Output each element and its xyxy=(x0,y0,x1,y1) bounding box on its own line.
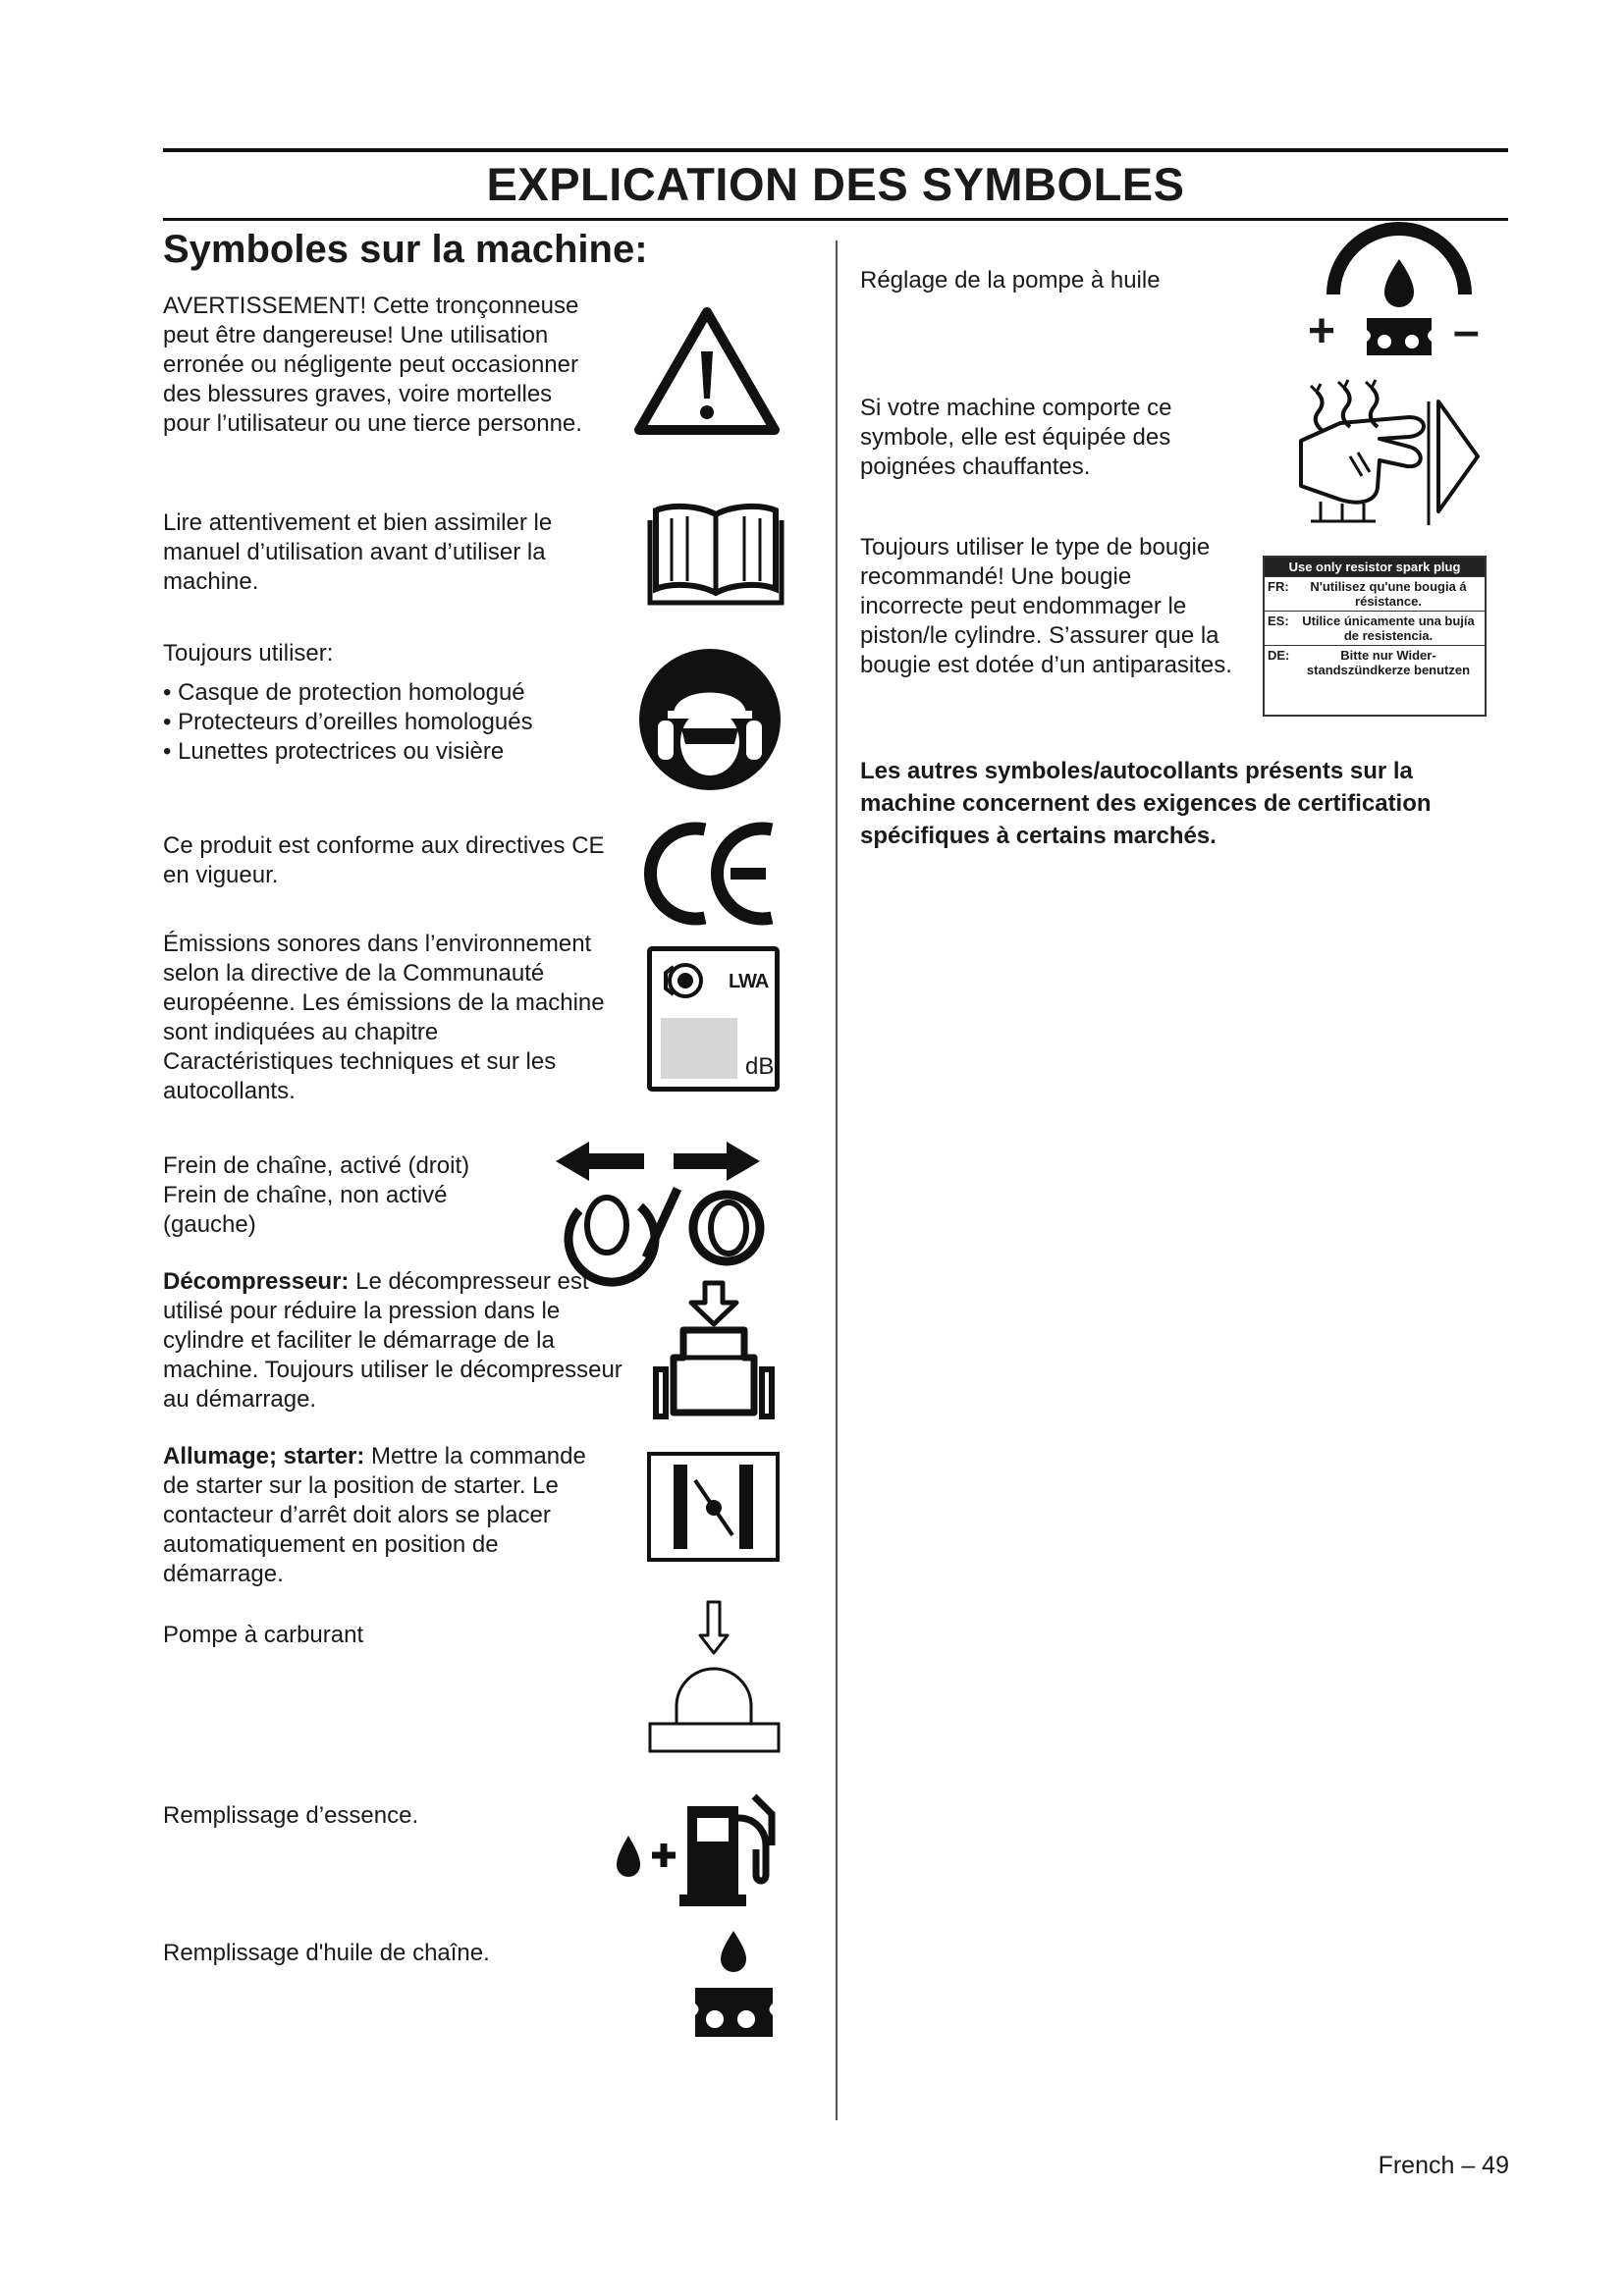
db-label: dB xyxy=(745,1053,775,1080)
ppe-intro: Toujours utiliser: xyxy=(163,640,334,667)
heated-handles-text: Si votre machine comporte ce symbole, elle est équipée des poignées chauffantes. xyxy=(860,395,1172,480)
language-message: Bitte nur Wider- standszündkerze benutzen xyxy=(1306,648,1471,677)
refuel-text: Remplissage d’essence. xyxy=(163,1802,419,1829)
oil-pump-text: Réglage de la pompe à huile xyxy=(860,267,1161,294)
language-message: N'utilisez qu'une bougia á résistance. xyxy=(1310,579,1467,609)
refuel-petrol-icon xyxy=(609,1785,790,1912)
decompressor-text: Décompresseur: Le décompresseur est utilisé pour réduire la pression dans le cylindre et faciliter le démarrage de la machine. Toujours utiliser le décompresseur au démarrage. xyxy=(163,1268,623,1413)
spark-plug-label-row xyxy=(1265,611,1485,645)
fuel-pump-primer-icon xyxy=(647,1600,782,1767)
spark-plug-label-header: Use only resistor spark plug xyxy=(1265,558,1485,576)
chain-brake-active: Frein de chaîne, activé (droit) xyxy=(163,1152,470,1179)
fuel-pump-text: Pompe à carburant xyxy=(163,1622,364,1648)
chain-brake-inactive: Frein de chaîne, non activé (gauche) xyxy=(163,1182,448,1238)
ppe-item: • Lunettes protectrices ou visière xyxy=(163,738,505,765)
chain-brake-icon xyxy=(550,1134,785,1266)
heated-handles-icon xyxy=(1281,378,1483,530)
ppe-block xyxy=(163,639,624,767)
manual-book-icon xyxy=(648,501,784,607)
spark-plug-text: Toujours utiliser le type de bougie recommandé! Une bougie incorrecte peut endommager le piston/le cylindre. S’assurer que la bougie est dotée d’un antiparasites. xyxy=(860,534,1232,678)
noise-emission-label xyxy=(647,946,780,1092)
page-number: French – 49 xyxy=(1378,2152,1509,2179)
ignition-label: Allumage; starter: xyxy=(163,1443,365,1469)
title-rule-bottom xyxy=(163,218,1508,221)
section-title: Symboles sur la machine: xyxy=(163,228,648,271)
warning-triangle-icon xyxy=(633,304,781,437)
spark-plug-label xyxy=(1263,556,1487,717)
chain-oil-icon xyxy=(687,1929,781,2042)
spark-plug-label-row xyxy=(1265,645,1485,679)
title-rule-top xyxy=(163,148,1508,152)
oil-pump-adjust-icon xyxy=(1306,253,1492,361)
ce-mark-icon xyxy=(644,820,782,928)
certification-note: Les autres symboles/autocollants présents sur la machine concernent des exigences de certification spécifiques à certains marchés. xyxy=(860,758,1432,849)
protective-equipment-icon xyxy=(636,646,784,793)
column-divider xyxy=(836,240,838,2120)
oil-plus-label: + xyxy=(1308,305,1336,357)
ppe-item: • Protecteurs d’oreilles homologués xyxy=(163,709,533,735)
noise-text: Émissions sonores dans l’environnement selon la directive de la Communauté européenne. Les émissions de la machine sont indiquées au chapitre Caractéristiques techniques et sur les autocollants. xyxy=(163,931,605,1104)
ignition-text: Allumage; starter: Mettre la commande de starter sur la position de starter. Le contacteur d’arrêt doit alors se placer automatiquement en position de démarrage. xyxy=(163,1443,586,1587)
language-code: FR: xyxy=(1268,579,1289,594)
lwa-label: LWA xyxy=(729,971,769,992)
decompressor-icon xyxy=(648,1279,781,1426)
manual-text: Lire attentivement et bien assimiler le manuel d’utilisation avant d’utiliser la machine. xyxy=(163,509,553,595)
page-title: EXPLICATION DES SYMBOLES xyxy=(486,158,1185,210)
language-code: ES: xyxy=(1268,614,1289,628)
ppe-item: • Casque de protection homologué xyxy=(163,679,525,706)
starter-choke-icon xyxy=(646,1451,781,1563)
chain-oil-text: Remplissage d'huile de chaîne. xyxy=(163,1940,490,1966)
warning-text: AVERTISSEMENT! Cette tronçonneuse peut être dangereuse! Une utilisation erronée ou négligente peut occasionner des blessures graves, voire mortelles pour l’utilisateur ou une tierce personne. xyxy=(163,293,582,437)
ce-text: Ce produit est conforme aux directives CE en vigueur. xyxy=(163,832,605,888)
language-message: Utilice únicamente una bujía de resistencia. xyxy=(1302,614,1475,643)
spark-plug-label-row xyxy=(1265,576,1485,611)
language-code: DE: xyxy=(1268,648,1290,663)
decompressor-label: Décompresseur: xyxy=(163,1268,350,1295)
oil-minus-label: – xyxy=(1453,305,1480,357)
chain-brake-text xyxy=(163,1151,536,1240)
